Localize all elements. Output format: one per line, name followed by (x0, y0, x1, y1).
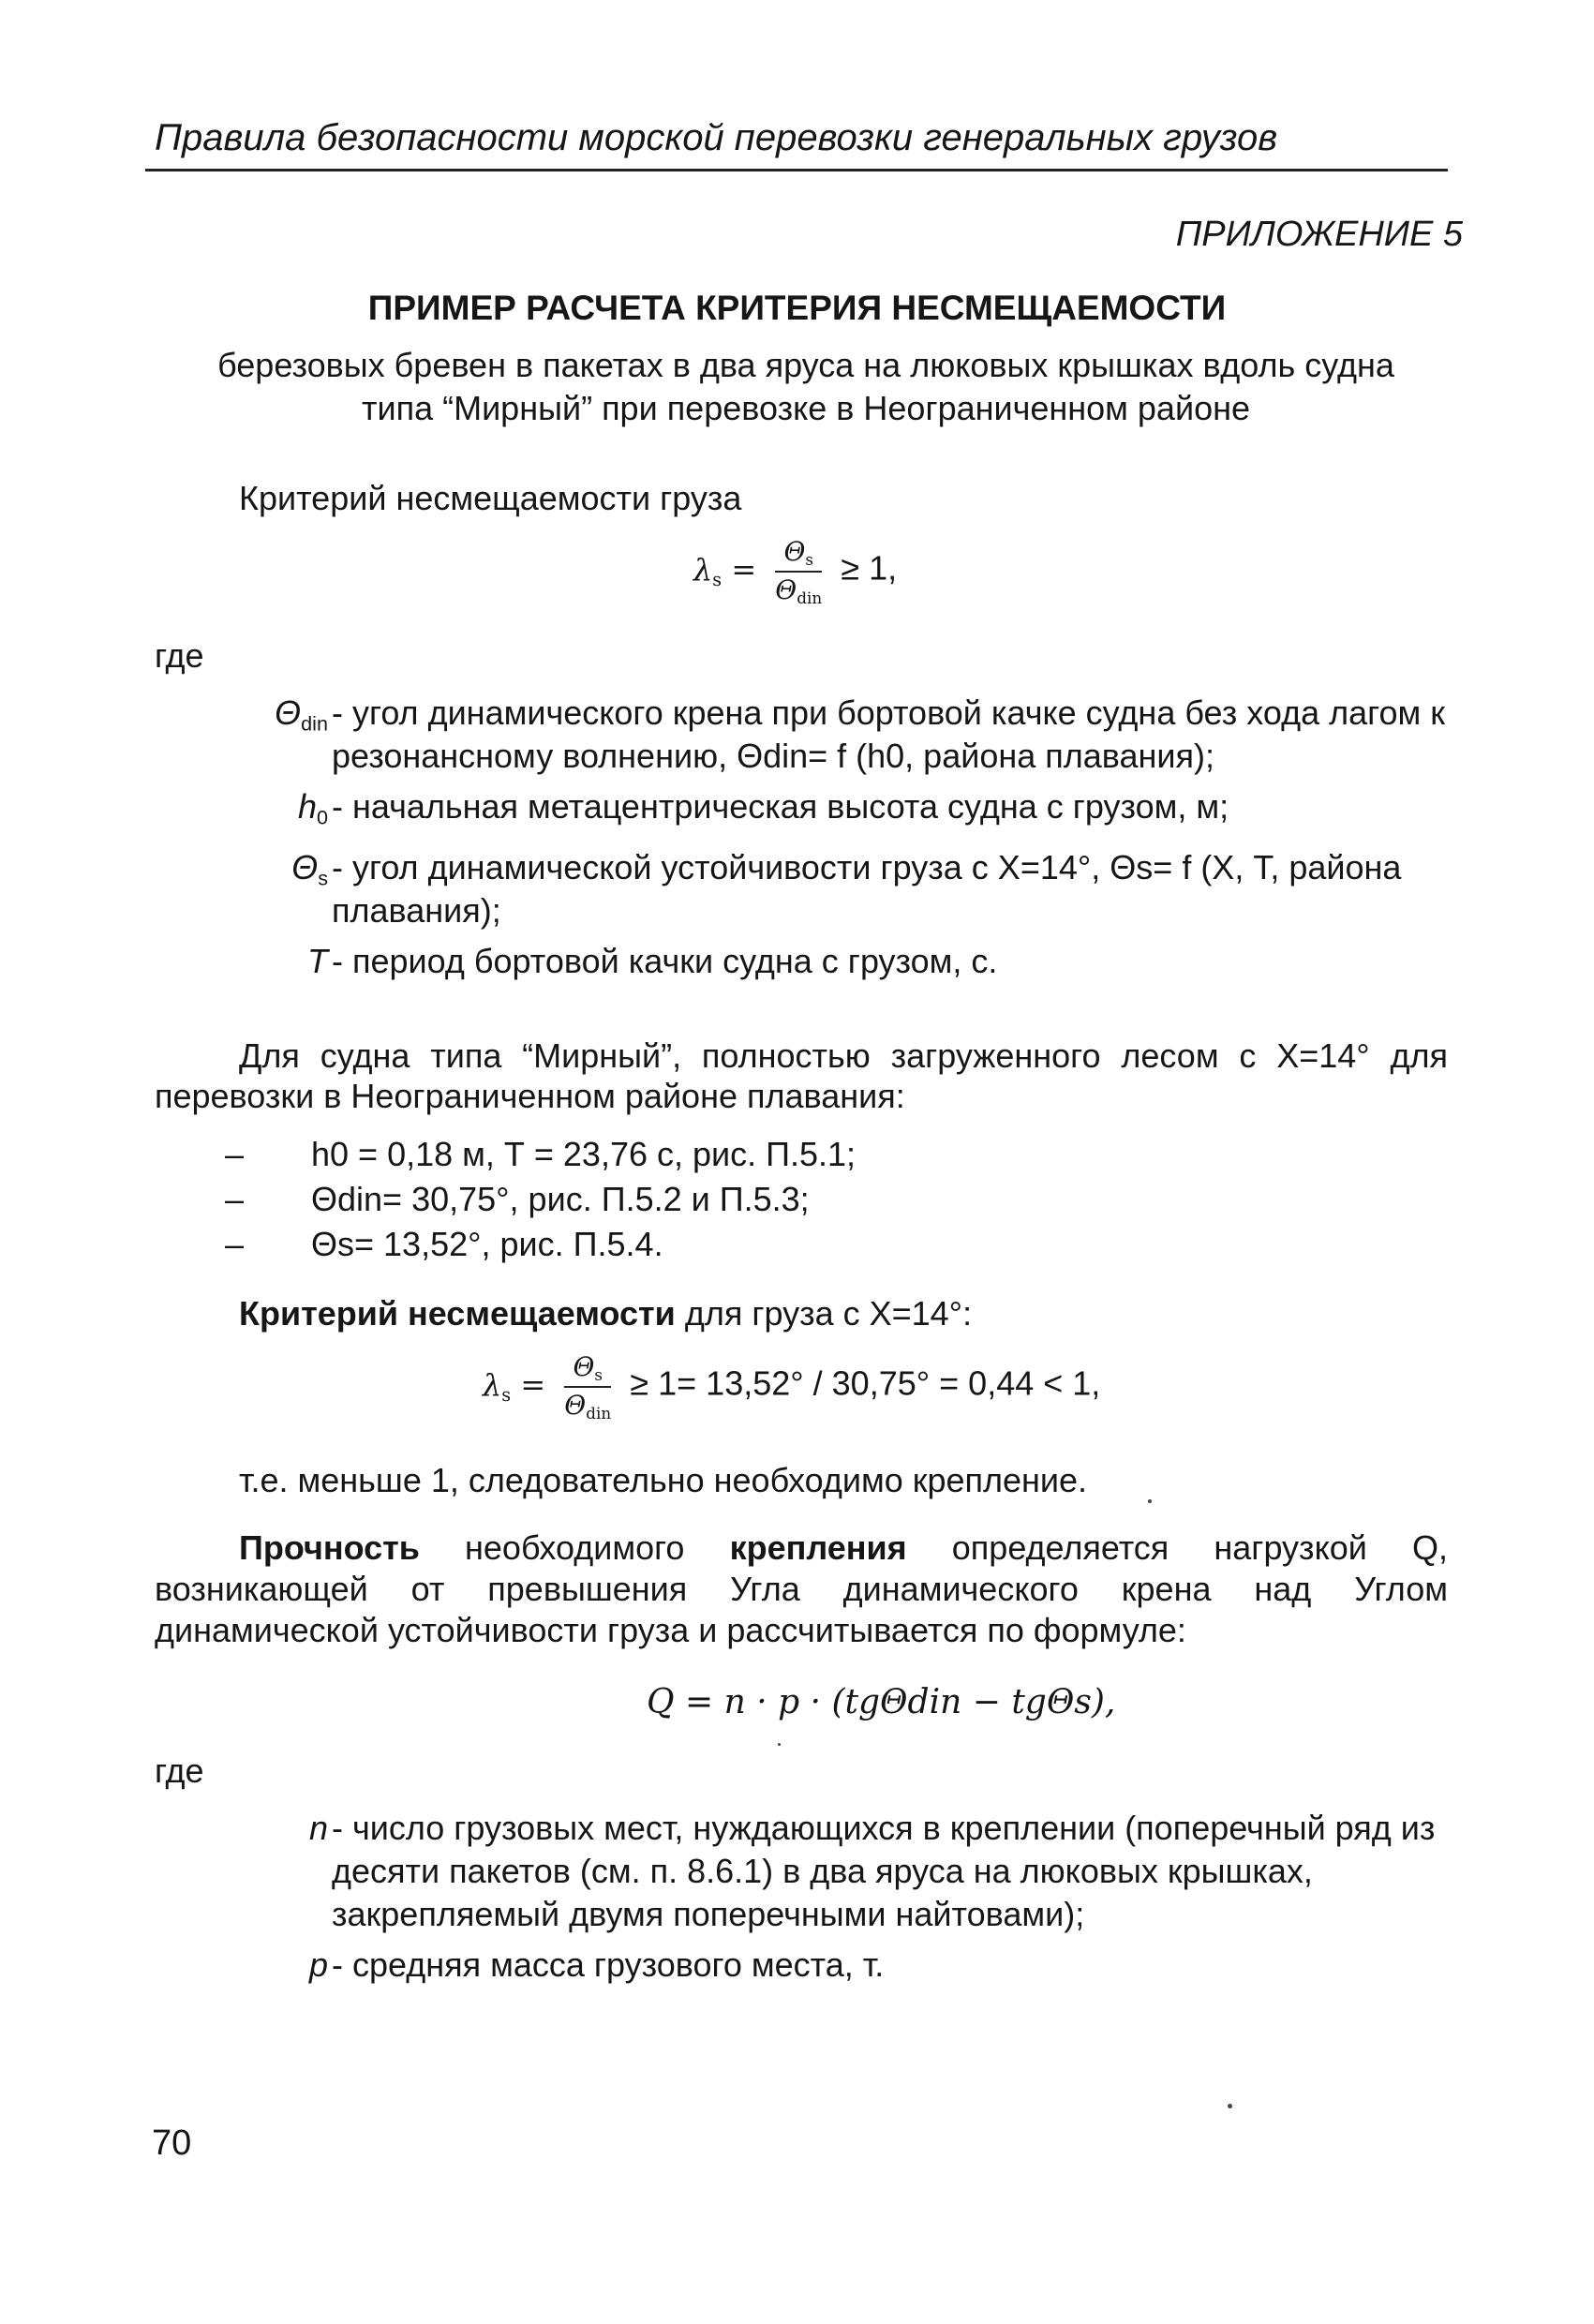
definition-symbol: p (308, 1945, 328, 1984)
criterion-calculation-formula (483, 1351, 1100, 1423)
formula-fraction (564, 1351, 611, 1423)
definitions-list-1 (239, 692, 1448, 1002)
definition-text: - число грузовых мест, нуждающихся в креплении (поперечный ряд из десяти пакетов (см. п. 8.6.1) в два яруса на люковых крышках, закрепляемый двумя поперечными найтовами); (332, 1809, 1436, 1933)
intro-text: Критерий несмещаемости груза (239, 479, 742, 517)
strength-paragraph (155, 1527, 1448, 1651)
definition-symbol: $h_0$ (297, 787, 328, 829)
formula-lambda: $\lambda_s$ (483, 1366, 512, 1406)
list-item: – h0 = 0,18 м, Т = 23,76 с, рис. П.5.1; (225, 1135, 857, 1173)
definition-item (239, 846, 1448, 932)
subheading-line-2: типа “Мирный” при перевозке в Неограниченном районе (361, 389, 1250, 427)
definitions-list-2 (239, 1807, 1448, 2004)
definition-symbol: $\Theta_{din}$ (275, 693, 328, 736)
definition-item (239, 1807, 1448, 1936)
fraction-denominator: $\Theta_{din}$ (564, 1390, 612, 1423)
subheading-line-1: березовых бревен в пакетах в два яруса на люковых крышках вдоль судна (217, 346, 1394, 384)
formula-equals: = (731, 551, 757, 588)
scan-speck (1228, 2104, 1232, 2108)
fraction-numerator: $\Theta_s$ (775, 536, 822, 573)
criterion-line (239, 1293, 972, 1333)
definition-text: - угол динамической устойчивости груза с Χ=14°, Θs= f (Χ, Т, района плавания); (332, 848, 1402, 931)
list-item: – Θs= 13,52°, рис. П.5.4. (225, 1225, 663, 1263)
definition-symbol: $\Theta_s$ (291, 848, 328, 890)
definition-symbol: n (308, 1809, 328, 1847)
vessel-line-1: Для судна типа “Мирный”, полностью загруженного лесом с Χ=14° для (239, 1036, 1448, 1075)
fraction-denominator: $\Theta_{din}$ (775, 574, 823, 608)
strength-line-1: Прочность необходимого крепления определяется нагрузкой Q, (239, 1528, 1448, 1567)
header-rule (145, 169, 1448, 171)
definition-text: - средняя масса грузового места, т. (332, 1945, 885, 1984)
definition-item (239, 1944, 1448, 1997)
load-formula: Q = n · p · (tgΘdin − tgΘs), (647, 1683, 1116, 1721)
page-subheading (141, 344, 1471, 430)
formula-equals: = (520, 1366, 546, 1403)
strength-line-2: возникающей от превышения Угла динамического крена над Углом (155, 1570, 1448, 1608)
criterion-bold: Критерий несмещаемости (239, 1294, 676, 1333)
formula-rhs: ≥ 1= 13,52° / 30,75° = 0,44 < 1, (630, 1363, 1101, 1403)
definition-text: - начальная метацентрическая высота судна с грузом, м; (332, 787, 1229, 826)
formula-rhs: ≥ 1, (841, 548, 898, 588)
definition-text: - угол динамического крена при бортовой качке судна без хода лагом к резонансному волнению, Θdin= f (h0, района плавания); (332, 693, 1446, 775)
page-heading: ПРИМЕР РАСЧЕТА КРИТЕРИЯ НЕСМЕЩАЕМОСТИ (367, 289, 1227, 327)
vessel-line-2: перевозки в Неограниченном районе плавания: (155, 1077, 905, 1116)
appendix-label: ПРИЛОЖЕНИЕ 5 (1175, 215, 1463, 254)
definition-item (239, 940, 1448, 993)
criterion-rest: для груза с Χ=14°: (675, 1294, 973, 1333)
definition-symbol: T (307, 942, 328, 981)
definition-text: - период бортовой качки судна с грузом, с. (332, 942, 998, 981)
criterion-formula (693, 536, 897, 607)
vessel-paragraph (155, 1035, 1448, 1116)
fraction-numerator: $\Theta_s$ (564, 1351, 611, 1388)
page-number: 70 (152, 2123, 192, 2163)
scan-speck (1148, 1499, 1152, 1503)
formula-lambda: $\lambda_s$ (693, 551, 723, 590)
where-label-2: где (155, 1751, 204, 1790)
formula-fraction (775, 536, 822, 607)
parameter-list (225, 1132, 1349, 1267)
conclusion-text: т.е. меньше 1, следовательно необходимо крепление. (239, 1461, 1088, 1499)
definition-item (239, 785, 1448, 839)
where-label-1: где (155, 636, 204, 675)
strength-line-3: динамической устойчивости груза и рассчитывается по формуле: (155, 1611, 1186, 1649)
running-header: Правила безопасности морской перевозки генеральных грузов (155, 117, 1278, 158)
definition-item (239, 692, 1448, 778)
scan-speck (778, 1743, 781, 1746)
list-item: – Θdin= 30,75°, рис. П.5.2 и П.5.3; (225, 1180, 810, 1218)
